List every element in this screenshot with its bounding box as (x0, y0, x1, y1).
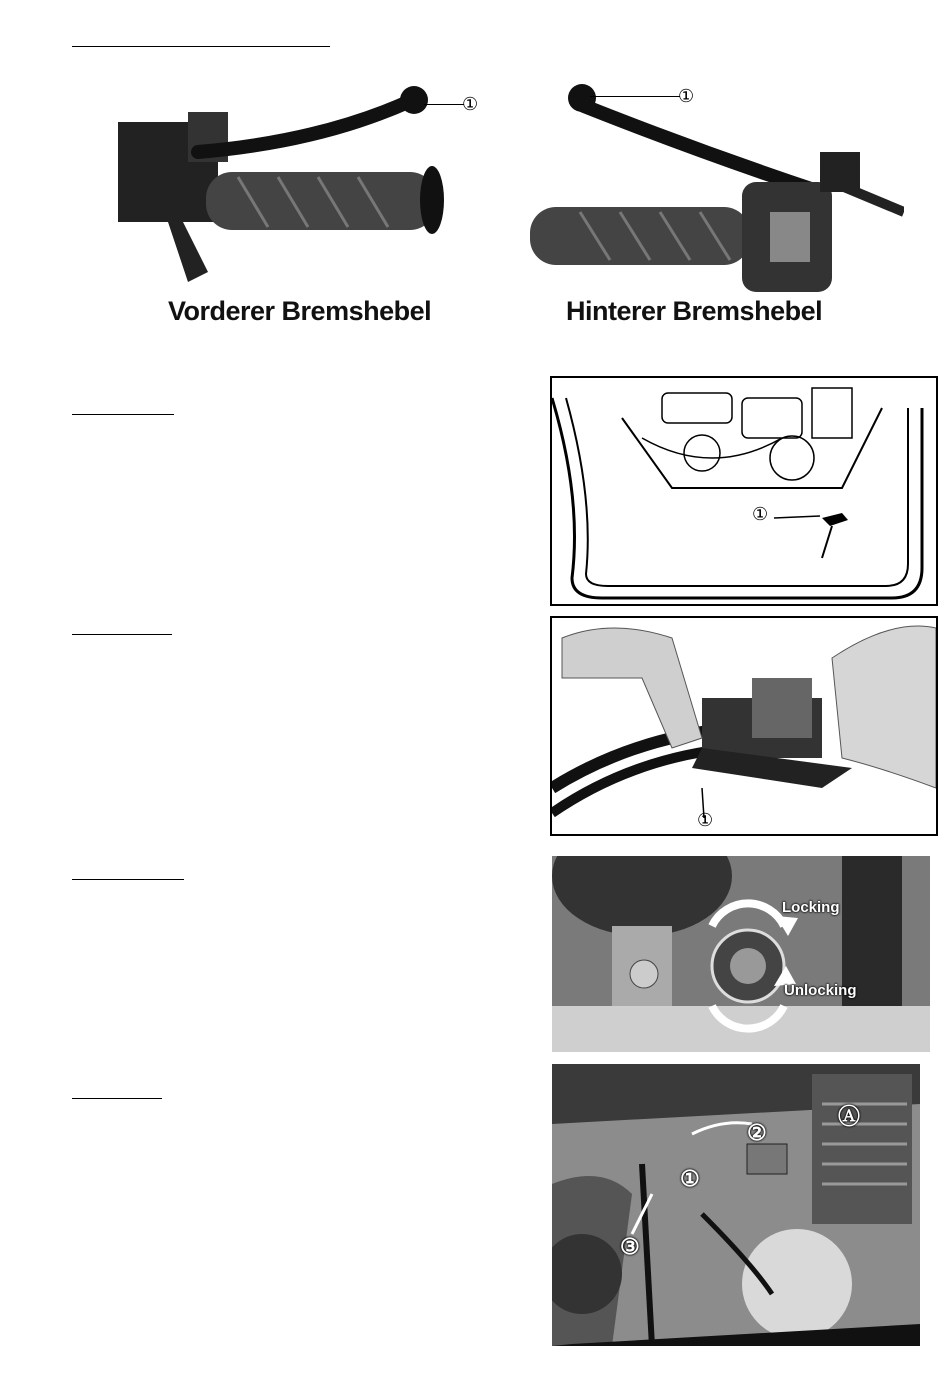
heading-rule-top (72, 46, 330, 47)
heading-rule-3 (72, 879, 184, 880)
rear-brake-lever-illustration (520, 82, 904, 320)
fuel-valve-callout-3: ③ (620, 1234, 640, 1259)
front-brake-lever-photo (118, 82, 488, 320)
lever-lock-photo (550, 616, 938, 836)
heading-rule-1 (72, 414, 174, 415)
lever-lock-illustration (552, 618, 936, 834)
lever-lock-callout: ① (697, 810, 714, 831)
foot-brake-line-art (552, 378, 936, 604)
rear-lever-callout-line (590, 96, 680, 97)
rear-brake-lever-photo (520, 82, 904, 320)
fuel-valve-callout-2: ② (747, 1120, 767, 1145)
fuel-valve-photo (552, 1064, 920, 1346)
foot-brake-drawing (550, 376, 938, 606)
heading-rule-2 (72, 634, 172, 635)
fuel-valve-callout-1: ① (680, 1166, 700, 1191)
fuel-valve-illustration (552, 1064, 920, 1346)
front-brake-lever-illustration (118, 82, 488, 320)
unlocking-label: Unlocking (784, 982, 857, 999)
front-lever-callout: ① (462, 94, 479, 115)
foot-brake-callout: ① (752, 504, 769, 525)
front-brake-lever-caption: Vorderer Bremshebel (168, 296, 432, 326)
fuel-cap-illustration (552, 856, 930, 1052)
fuel-valve-callout-a: Ⓐ (838, 1104, 861, 1129)
rear-lever-callout: ① (678, 86, 695, 107)
fuel-cap-photo (552, 856, 930, 1052)
heading-rule-4 (72, 1098, 162, 1099)
front-lever-callout-line (424, 104, 464, 105)
locking-label: Locking (782, 899, 840, 916)
rear-brake-lever-caption: Hinterer Bremshebel (566, 296, 823, 326)
